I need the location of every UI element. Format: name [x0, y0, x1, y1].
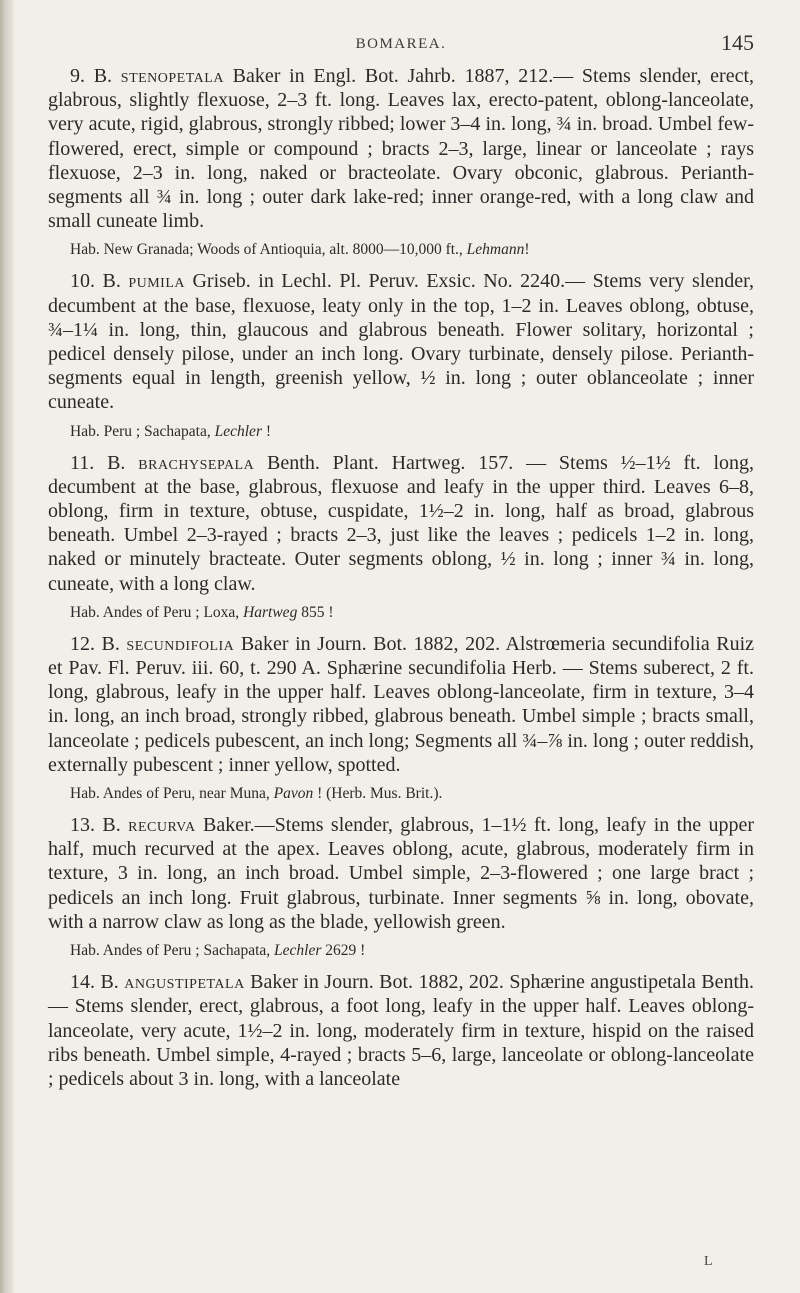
habitat-line: Hab. Peru ; Sachapata, Lechler !	[70, 422, 272, 440]
species-epithet: stenopetala	[120, 65, 224, 87]
species-epithet: secundifolia	[126, 632, 235, 655]
species-entry-11	[48, 451, 754, 624]
species-entry-10	[48, 269, 754, 442]
book-spine-shadow	[0, 0, 14, 1293]
page-header	[48, 26, 754, 64]
species-epithet: recurva	[128, 814, 196, 837]
species-epithet: pumila	[128, 270, 185, 293]
habitat-line: Hab. Andes of Peru ; Loxa, Hartweg 855 !	[70, 603, 334, 621]
species-epithet: brachysepala	[138, 451, 255, 474]
entry-text: 9. B. stenopetala Baker in Engl. Bot. Jahrb. 1887, 212.— Stems slender, erect, glabrous, slightly flexuose, 2–3 ft. long. Leaves lax, erecto-patent, oblong-lanceolate, very acute, rigid, glabrous, strongly ribbed; lower 3–4 in. long, ¾ in. broad. Umbel few-flowered, erect, simple or compound ; bracts 2–3, large, linear or lanceolate ; rays flexuose, 2–3 in. long, naked or bracteolate. Ovary obconic, glabrous. Perianth-segments all ¾ in. long ; outer dark lake-red; inner orange-red, with a long claw and small cuneate limb.	[48, 65, 755, 233]
entry-text: 14. B. angustipetala Baker in Journ. Bot. 1882, 202. Sphærine angustipetala Benth. — Stems slender, erect, glabrous, a foot long, leafy in the upper half. Leaves oblong-lanceolate, very acute, 1½–2 in. long, moderately firm in texture, hispid on the raised ribs beneath. Umbel simple, 4-rayed ; bracts 5–6, large, lanceolate or oblong-lanceolate ; pedicels about 3 in. long, with a lanceolate	[48, 971, 755, 1090]
species-entry-13	[48, 813, 754, 962]
page-number: 145	[721, 30, 754, 55]
habitat-line: Hab. Andes of Peru ; Sachapata, Lechler 2629 !	[70, 942, 366, 960]
species-entry-14	[48, 970, 754, 1091]
entry-text: 12. B. secundifolia Baker in Journ. Bot. 1882, 202. Alstrœmeria secundifolia Ruiz et Pav. Fl. Peruv. iii. 60, t. 290 A. Sphærine secundifolia Herb. — Stems suberect, 2 ft. long, glabrous, leafy in the upper half. Leaves oblong-lanceolate, firm in texture, 3–4 in. long, an inch broad, strongly ribbed, glabrous beneath. Umbel simple ; bracts small, lanceolate ; pedicels pubescent, an inch long; Segments all ¾–⅞ in. long ; outer reddish, externally pubescent ; inner yellow, spotted.	[48, 632, 755, 776]
entry-text: 13. B. recurva Baker.—Stems slender, glabrous, 1–1½ ft. long, leafy in the upper half, much recurved at the apex. Leaves oblong, acute, glabrous, moderately firm in texture, 3 in. long, an inch broad. Umbel simple, 2–3-flowered ; one large bract ; pedicels an inch long. Fruit glabrous, turbinate. Inner segments ⅝ in. long, obovate, with a narrow claw as long as the blade, yellowish green.	[48, 814, 755, 933]
running-head: BOMAREA.	[355, 36, 447, 52]
species-entry-12	[48, 632, 754, 805]
habitat-line: Hab. Andes of Peru, near Muna, Pavon ! (Herb. Mus. Brit.).	[70, 785, 443, 803]
habitat-line: Hab. New Granada; Woods of Antioquia, alt. 8000—10,000 ft., Lehmann!	[70, 241, 530, 259]
entry-text: 10. B. pumila Griseb. in Lechl. Pl. Peruv. Exsic. No. 2240.— Stems very slender, decumbent at the base, flexuose, leaty only in the top, 1–2 in. Leaves oblong, obtuse, ¾–1¼ in. long, thin, glaucous and glabrous beneath. Flower solitary, horizontal ; pedicel densely pilose, under an inch long. Ovary turbinate, densely pilose. Perianth-segments equal in length, greenish yellow, ½ in. long ; outer oblanceolate ; inner cuneate.	[48, 270, 754, 414]
page	[48, 26, 754, 1091]
species-epithet: angustipetala	[124, 971, 245, 994]
entry-text: 11. B. brachysepala Benth. Plant. Hartweg. 157. — Stems ½–1½ ft. long, decumbent at the base, glabrous, flexuose and leafy in the upper third. Leaves 6–8, oblong, firm in texture, obtuse, cuspidate, 1½–2 in. long, half as broad, glabrous beneath. Umbel 2–3-rayed ; bracts 2–3, just like the leaves ; pedicels 1–2 in. long, naked or minutely bracteate. Outer segments oblong, ½ in. long ; inner ¾ in. long, cuneate, with a long claw.	[48, 451, 755, 595]
species-entry-9	[48, 64, 754, 261]
signature-mark: L	[704, 1254, 713, 1269]
